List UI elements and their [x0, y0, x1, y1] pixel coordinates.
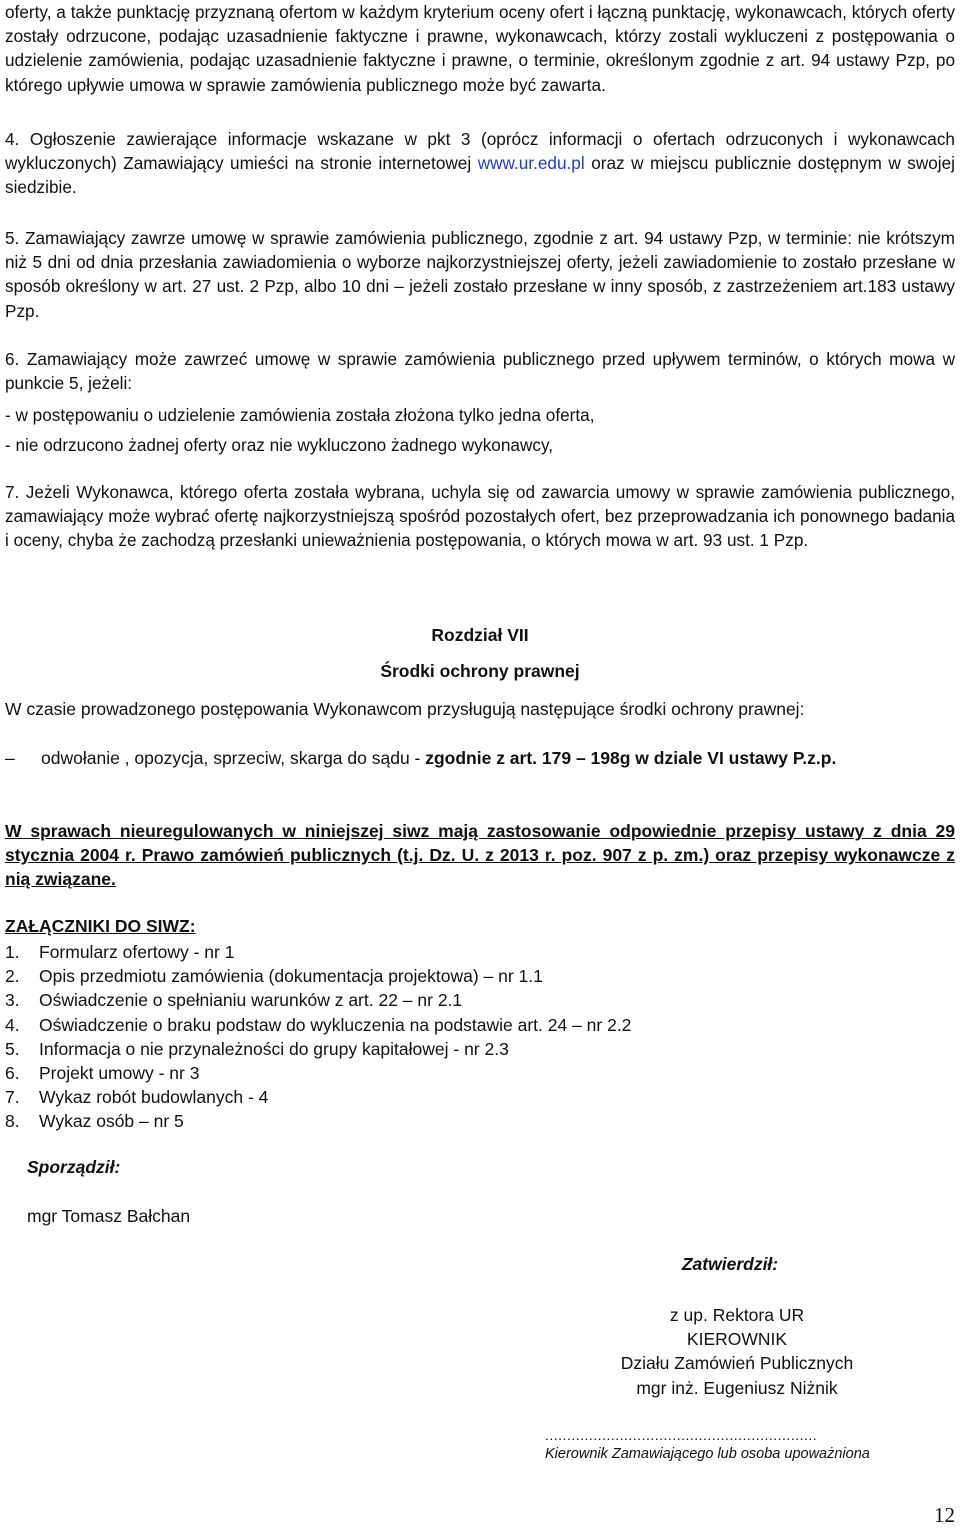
attachment-text: Projekt umowy - nr 3	[39, 1063, 200, 1084]
approver-line: mgr inż. Eugeniusz Niżnik	[636, 1377, 838, 1398]
attachment-number: 3.	[5, 990, 20, 1011]
attachment-text: Formularz ofertowy - nr 1	[39, 942, 235, 962]
remedies-legal-basis: zgodnie z art. 179 – 198g w dziale VI ustawy P.z.p.	[425, 748, 837, 768]
approved-by-block	[587, 1303, 887, 1400]
attachment-text: Informacja o nie przynależności do grupy kapitałowej - nr 2.3	[39, 1038, 509, 1059]
attachment-item	[5, 1061, 955, 1085]
attachment-item	[5, 988, 955, 1012]
attachment-text: Wykaz osób – nr 5	[39, 1111, 184, 1132]
attachment-item	[5, 1013, 955, 1037]
paragraph-4-text-end: oraz w miejscu publicznie dostępnym w swojej siedzibie.	[5, 153, 955, 198]
attachment-item	[5, 1109, 955, 1133]
attachment-item	[5, 1037, 955, 1061]
page-number: 12	[934, 1503, 955, 1527]
condition-item: - w postępowaniu o udzielenie zamówienia została złożona tylko jedna oferta,	[5, 405, 595, 425]
remedies-plain: odwołanie , opozycja, sprzeciw, skarga do sądu -	[41, 748, 426, 768]
attachment-item	[5, 964, 955, 988]
paragraph-continuation: oferty, a także punktację przyznaną ofertom w każdym kryterium oceny ofert i łączną punktację, wykonawcach, których oferty zostały odrzucone, podając uzasadnienie faktyczne i prawne, wykonawcach, którzy zostali wykluczeni z postępowania o udzielenie zamówienia, podając uzasadnienie faktyczne i prawne, o terminie, określonym zgodnie z art. 94 ustawy Pzp, po którego upływie umowa w sprawie zamówienia publicznego może być zawarta.	[5, 2, 955, 95]
remedies-text	[41, 746, 955, 770]
attachment-number: 7.	[5, 1087, 20, 1108]
attachment-number: 1.	[5, 942, 20, 962]
chapter-heading: Rozdział VII	[431, 625, 529, 645]
signature-dotted-line: ..............................................................	[545, 1427, 818, 1443]
approver-line: Działu Zamówień Publicznych	[620, 1353, 854, 1374]
attachment-text: Oświadczenie o braku podstaw do wykluczenia na podstawie art. 24 – nr 2.2	[39, 1014, 632, 1035]
approved-by-label: Zatwierdził:	[681, 1254, 779, 1274]
approver-line: KIEROWNIK	[686, 1329, 788, 1350]
attachment-number: 4.	[5, 1014, 20, 1035]
paragraph-7: 7. Jeżeli Wykonawca, którego oferta została wybrana, uchyla się od zawarcia umowy w sprawie zamówienia publicznego, zamawiający może wybrać ofertę najkorzystniejszą spośród pozostałych ofert, bez przeprowadzania ich ponownego badania i oceny, chyba że zachodzą przesłanki unieważnienia postępowania, o których mowa w art. 93 ust. 1 Pzp.	[5, 482, 955, 551]
attachment-text: Oświadczenie o spełnianiu warunków z art. 22 – nr 2.1	[39, 990, 463, 1011]
approver-line: z up. Rektora UR	[669, 1305, 805, 1325]
attachment-item	[5, 940, 955, 964]
attachment-number: 5.	[5, 1038, 20, 1059]
attachments-title: ZAŁĄCZNIKI DO SIWZ:	[5, 916, 196, 936]
prepared-by-name: mgr Tomasz Bałchan	[27, 1206, 191, 1226]
paragraph-6-conditions	[5, 400, 955, 460]
chapter-subheading: Środki ochrony prawnej	[380, 661, 580, 681]
attachment-number: 6.	[5, 1063, 20, 1084]
applicable-law-note: W sprawach nieuregulowanych w niniejszej siwz mają zastosowanie odpowiednie przepisy ustawy z dnia 29 stycznia 2004 r. Prawo zamówień publicznych (t.j. Dz. U. z 2013 r. poz. 907 z p. zm.) oraz przepisy wykonawcze z nią związane.	[5, 821, 955, 889]
prepared-by-label: Sporządził:	[27, 1157, 121, 1177]
condition-item: - nie odrzucono żadnej oferty oraz nie wykluczono żadnego wykonawcy,	[5, 435, 554, 455]
remedies-intro: W czasie prowadzonego postępowania Wykonawcom przysługują następujące środki ochrony prawnej:	[5, 699, 805, 719]
dash-bullet: –	[5, 748, 15, 768]
attachment-number: 2.	[5, 966, 20, 987]
attachments-list	[5, 940, 955, 1134]
attachment-text: Opis przedmiotu zamówienia (dokumentacja projektowa) – nr 1.1	[39, 966, 543, 987]
paragraph-4-text: 4. Ogłoszenie zawierające informacje wskazane w pkt 3 (oprócz informacji o ofertach odrzuconych i wykonawcach wykluczonych) Zamawiający umieści na stronie internetowej	[5, 129, 955, 174]
paragraph-4	[5, 127, 955, 200]
signature-caption: Kierownik Zamawiającego lub osoba upoważniona	[545, 1446, 870, 1462]
paragraph-6: 6. Zamawiający może zawrzeć umowę w sprawie zamówienia publicznego przed upływem terminów, o których mowa w punkcie 5, jeżeli:	[5, 349, 955, 394]
attachment-text: Wykaz robót budowlanych - 4	[39, 1087, 269, 1108]
attachment-item	[5, 1085, 955, 1109]
website-link[interactable]: www.ur.edu.pl	[477, 153, 585, 174]
attachment-number: 8.	[5, 1111, 20, 1132]
remedies-list-item	[5, 746, 955, 770]
paragraph-5: 5. Zamawiający zawrze umowę w sprawie zamówienia publicznego, zgodnie z art. 94 ustawy Pzp, w terminie: nie krótszym niż 5 dni od dnia przesłania zawiadomienia o wyborze najkorzystniejszej oferty, jeżeli zawiadomienie to zostało przesłane w sposób określony w art. 27 ust. 2 Pzp, albo 10 dni – jeżeli zostało przesłane w inny sposób, z zastrzeżeniem art.183 ustawy Pzp.	[5, 228, 955, 321]
